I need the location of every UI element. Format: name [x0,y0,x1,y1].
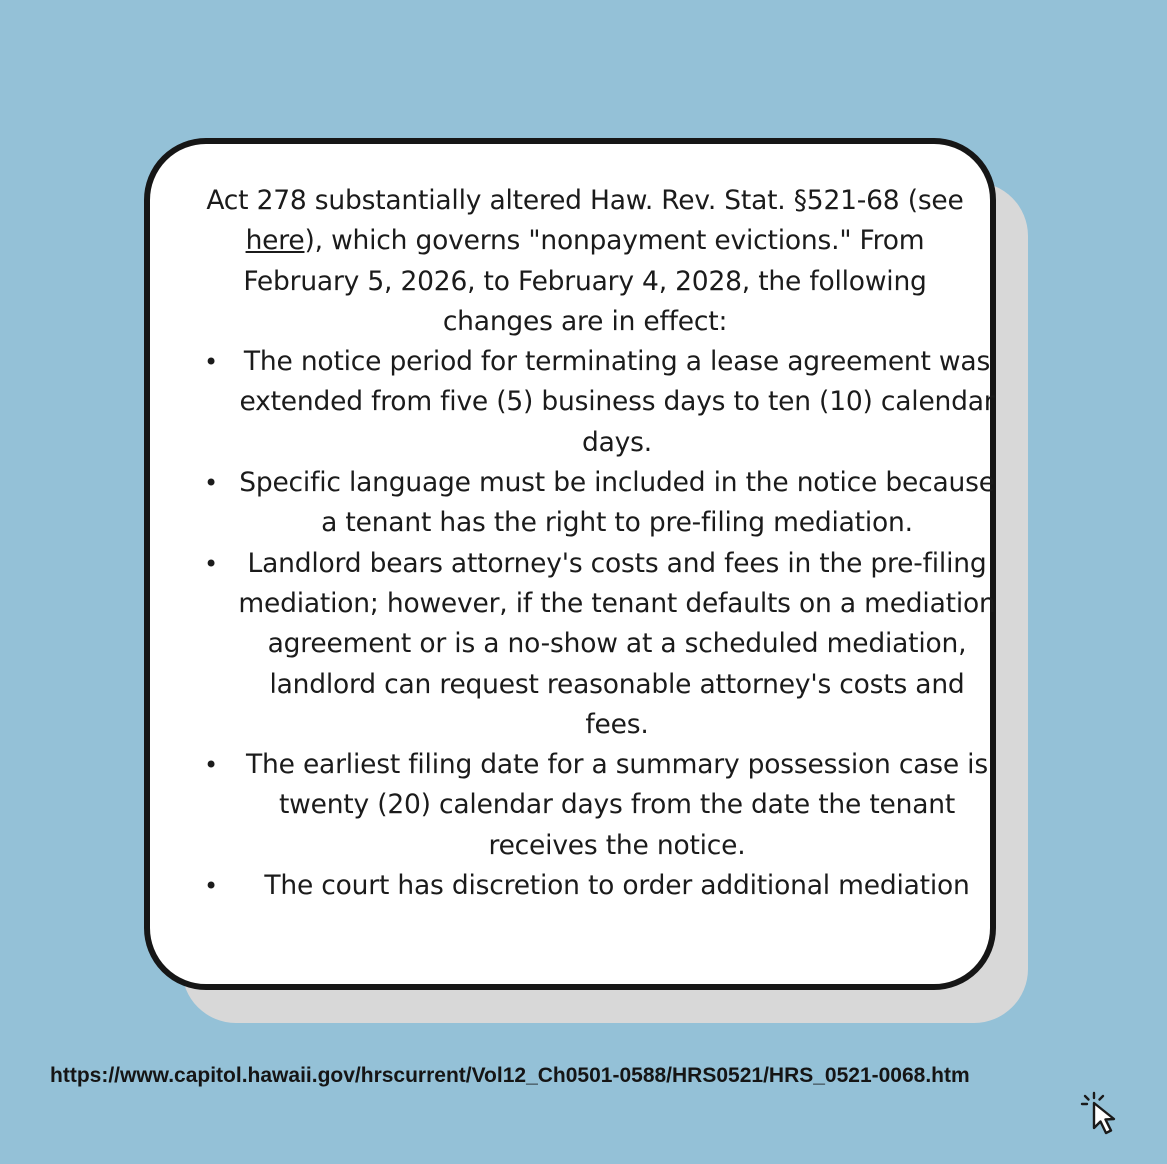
list-item [190,745,1000,866]
list-item [190,544,1000,745]
intro-text-end: ), which governs "nonpayment evictions." From February 5, 2026, to February 4, 2028, the following changes are in effect: [243,225,927,337]
bullet-icon: • [204,872,218,901]
card-content [190,181,1000,906]
intro-paragraph [190,181,1000,342]
bullet-icon: • [204,751,218,780]
bullet-icon: • [204,549,218,578]
intro-text-start: Act 278 substantially altered Haw. Rev. Stat. §521-68 (see [206,185,964,216]
list-item [190,866,1000,906]
bullet-icon: • [204,348,218,377]
list-item [190,342,1000,463]
list-item-text: The earliest filing date for a summary possession case is twenty (20) calendar days from the date the tenant receives the notice. [246,749,988,861]
changes-list [190,342,1000,906]
click-cursor-icon [1080,1090,1126,1136]
list-item-text: Landlord bears attorney's costs and fees in the pre-filing mediation; however, if the tenant defaults on a mediation agreement or is a no-show at a scheduled mediation, landlord can request reasonable attorney's costs and fees. [238,547,996,740]
statute-link[interactable]: here [245,225,305,257]
list-item-text: The court has discretion to order additional mediation [264,870,970,902]
list-item-text: The notice period for terminating a lease agreement was extended from five (5) business days to ten (10) calendar days. [239,346,995,458]
list-item [190,463,1000,544]
source-url-link[interactable]: https://www.capitol.hawaii.gov/hrscurrent/Vol12_Ch0501-0588/HRS0521/HRS_0521-0068.htm [50,1064,970,1087]
bullet-icon: • [204,469,218,498]
list-item-text: Specific language must be included in the notice because a tenant has the right to pre-filing mediation. [239,467,995,539]
info-card [144,138,996,990]
